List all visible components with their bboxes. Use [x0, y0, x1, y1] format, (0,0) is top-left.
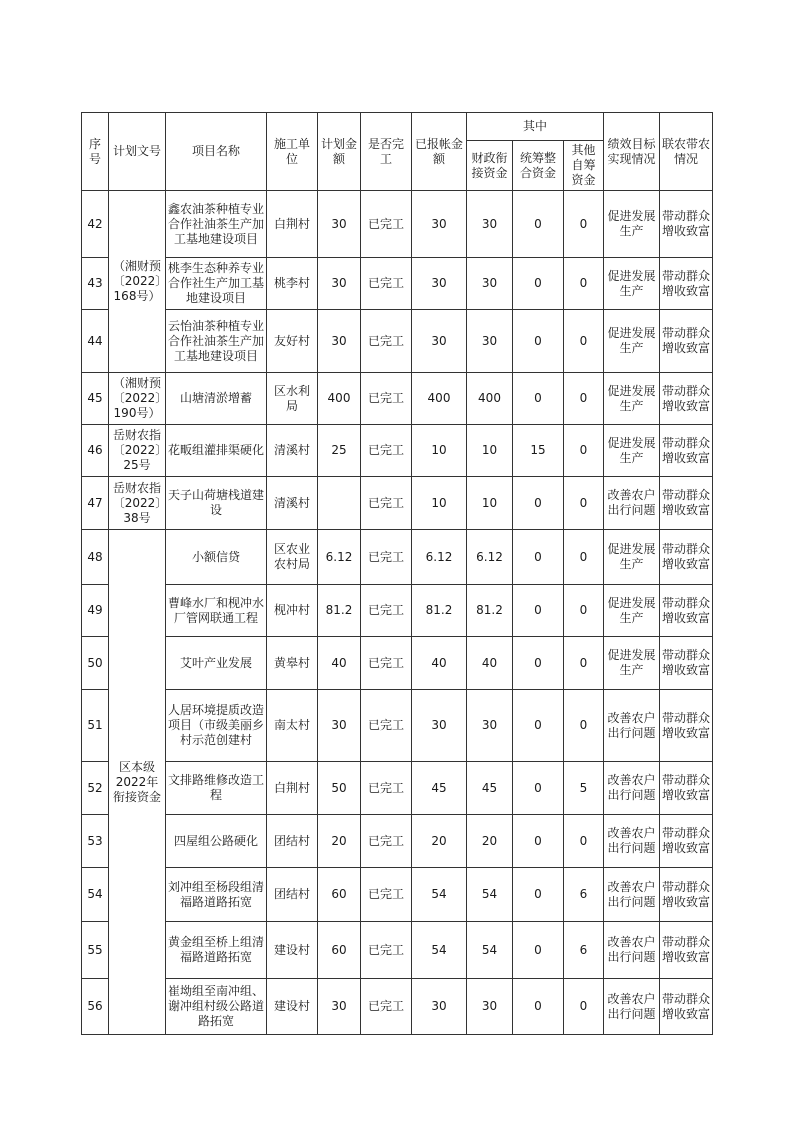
cell-seq: 50	[82, 637, 109, 690]
cell-integrated: 0	[513, 310, 564, 373]
cell-integrated: 0	[513, 690, 564, 762]
doc-group-cell: 岳财农指〔2022〕38号	[109, 477, 166, 530]
cell-integrated: 0	[513, 191, 564, 258]
cell-unit: 区农业农村局	[267, 530, 318, 585]
cell-self: 5	[564, 762, 604, 815]
cell-reported: 40	[412, 637, 467, 690]
cell-seq: 48	[82, 530, 109, 585]
cell-integrated: 0	[513, 979, 564, 1035]
cell-link: 带动群众增收致富	[660, 191, 713, 258]
cell-done: 已完工	[361, 762, 412, 815]
cell-reported: 81.2	[412, 585, 467, 637]
table-row	[82, 310, 713, 373]
table-row	[82, 530, 713, 585]
header-self: 其他自筹资金	[564, 141, 604, 191]
cell-plan: 40	[318, 637, 361, 690]
table-row	[82, 258, 713, 310]
cell-integrated: 0	[513, 868, 564, 922]
cell-done: 已完工	[361, 868, 412, 922]
cell-seq: 53	[82, 815, 109, 868]
cell-fiscal: 45	[467, 762, 513, 815]
cell-seq: 52	[82, 762, 109, 815]
cell-perf: 改善农户出行问题	[604, 922, 660, 979]
cell-unit: 桃李村	[267, 258, 318, 310]
cell-name: 桃李生态种养专业合作社生产加工基地建设项目	[166, 258, 267, 310]
cell-integrated: 0	[513, 637, 564, 690]
header-done: 是否完工	[361, 113, 412, 191]
cell-integrated: 0	[513, 530, 564, 585]
funds-table	[81, 112, 713, 1035]
header-perf: 绩效目标实现情况	[604, 113, 660, 191]
cell-unit: 区水利局	[267, 373, 318, 425]
cell-link: 带动群众增收致富	[660, 690, 713, 762]
cell-perf: 促进发展生产	[604, 258, 660, 310]
cell-link: 带动群众增收致富	[660, 310, 713, 373]
cell-reported: 54	[412, 868, 467, 922]
cell-name: 山塘清淤增蓄	[166, 373, 267, 425]
cell-perf: 改善农户出行问题	[604, 690, 660, 762]
cell-done: 已完工	[361, 690, 412, 762]
cell-seq: 47	[82, 477, 109, 530]
doc-group-cell: （湘财预〔2022〕190号）	[109, 373, 166, 425]
cell-integrated: 0	[513, 585, 564, 637]
cell-unit: 黄皋村	[267, 637, 318, 690]
cell-fiscal: 30	[467, 258, 513, 310]
cell-perf: 促进发展生产	[604, 530, 660, 585]
header-doc: 计划文号	[109, 113, 166, 191]
cell-name: 花畈组灌排渠硬化	[166, 425, 267, 477]
cell-unit: 团结村	[267, 868, 318, 922]
cell-done: 已完工	[361, 191, 412, 258]
cell-unit: 清溪村	[267, 425, 318, 477]
cell-done: 已完工	[361, 815, 412, 868]
table-row	[82, 690, 713, 762]
cell-fiscal: 10	[467, 477, 513, 530]
cell-link: 带动群众增收致富	[660, 530, 713, 585]
cell-integrated: 0	[513, 373, 564, 425]
cell-name: 云怡油茶种植专业合作社油茶生产加工基地建设项目	[166, 310, 267, 373]
cell-seq: 51	[82, 690, 109, 762]
cell-integrated: 15	[513, 425, 564, 477]
cell-name: 文排路维修改造工程	[166, 762, 267, 815]
cell-unit: 白荆村	[267, 762, 318, 815]
cell-reported: 45	[412, 762, 467, 815]
cell-done: 已完工	[361, 585, 412, 637]
cell-reported: 10	[412, 425, 467, 477]
cell-name: 曹峰水厂和枧冲水厂管网联通工程	[166, 585, 267, 637]
cell-fiscal: 40	[467, 637, 513, 690]
cell-fiscal: 30	[467, 310, 513, 373]
table-row	[82, 425, 713, 477]
cell-integrated: 0	[513, 477, 564, 530]
cell-seq: 45	[82, 373, 109, 425]
header-integrated: 统筹整合资金	[513, 141, 564, 191]
cell-done: 已完工	[361, 979, 412, 1035]
cell-self: 0	[564, 258, 604, 310]
cell-plan: 30	[318, 258, 361, 310]
cell-integrated: 0	[513, 815, 564, 868]
cell-link: 带动群众增收致富	[660, 585, 713, 637]
cell-unit: 枧冲村	[267, 585, 318, 637]
cell-link: 带动群众增收致富	[660, 373, 713, 425]
cell-integrated: 0	[513, 922, 564, 979]
cell-fiscal: 10	[467, 425, 513, 477]
doc-group-cell: 岳财农指〔2022〕25号	[109, 425, 166, 477]
cell-perf: 促进发展生产	[604, 637, 660, 690]
cell-plan	[318, 477, 361, 530]
table-row	[82, 979, 713, 1035]
cell-fiscal: 30	[467, 690, 513, 762]
cell-done: 已完工	[361, 373, 412, 425]
cell-seq: 46	[82, 425, 109, 477]
header-plan: 计划金额	[318, 113, 361, 191]
cell-fiscal: 54	[467, 922, 513, 979]
cell-done: 已完工	[361, 425, 412, 477]
cell-reported: 10	[412, 477, 467, 530]
cell-self: 0	[564, 310, 604, 373]
cell-seq: 43	[82, 258, 109, 310]
cell-seq: 42	[82, 191, 109, 258]
cell-perf: 促进发展生产	[604, 425, 660, 477]
cell-self: 0	[564, 815, 604, 868]
cell-unit: 建设村	[267, 979, 318, 1035]
cell-fiscal: 400	[467, 373, 513, 425]
cell-name: 黄金组至桥上组清福路道路拓宽	[166, 922, 267, 979]
cell-link: 带动群众增收致富	[660, 979, 713, 1035]
cell-reported: 6.12	[412, 530, 467, 585]
cell-self: 0	[564, 191, 604, 258]
cell-reported: 30	[412, 310, 467, 373]
cell-self: 0	[564, 637, 604, 690]
header-reported: 已报帐金额	[412, 113, 467, 191]
cell-fiscal: 54	[467, 868, 513, 922]
doc-group-cell: （湘财预〔2022〕168号）	[109, 191, 166, 373]
cell-name: 人居环境提质改造项目（市级美丽乡村示范创建村	[166, 690, 267, 762]
cell-name: 四屋组公路硬化	[166, 815, 267, 868]
cell-perf: 促进发展生产	[604, 310, 660, 373]
cell-self: 0	[564, 979, 604, 1035]
cell-done: 已完工	[361, 477, 412, 530]
cell-name: 刘冲组至杨段组清福路道路拓宽	[166, 868, 267, 922]
cell-unit: 团结村	[267, 815, 318, 868]
cell-name: 天子山荷塘栈道建设	[166, 477, 267, 530]
cell-seq: 44	[82, 310, 109, 373]
table-row	[82, 762, 713, 815]
cell-unit: 白荆村	[267, 191, 318, 258]
cell-plan: 50	[318, 762, 361, 815]
cell-plan: 30	[318, 191, 361, 258]
table-row	[82, 585, 713, 637]
cell-fiscal: 30	[467, 979, 513, 1035]
cell-perf: 促进发展生产	[604, 191, 660, 258]
cell-unit: 友好村	[267, 310, 318, 373]
cell-perf: 改善农户出行问题	[604, 868, 660, 922]
cell-seq: 56	[82, 979, 109, 1035]
cell-perf: 改善农户出行问题	[604, 815, 660, 868]
table-row	[82, 477, 713, 530]
header-seq: 序号	[82, 113, 109, 191]
header-link: 联农带农情况	[660, 113, 713, 191]
cell-integrated: 0	[513, 762, 564, 815]
cell-unit: 南太村	[267, 690, 318, 762]
cell-perf: 改善农户出行问题	[604, 762, 660, 815]
cell-self: 0	[564, 477, 604, 530]
cell-self: 0	[564, 373, 604, 425]
cell-name: 小额信贷	[166, 530, 267, 585]
cell-plan: 60	[318, 868, 361, 922]
cell-name: 崔坳组至南冲组、谢冲组村级公路道路拓宽	[166, 979, 267, 1035]
cell-seq: 55	[82, 922, 109, 979]
cell-integrated: 0	[513, 258, 564, 310]
header-fiscal: 财政衔接资金	[467, 141, 513, 191]
cell-reported: 20	[412, 815, 467, 868]
doc-group-cell: 区本级2022年衔接资金	[109, 530, 166, 1035]
cell-name: 艾叶产业发展	[166, 637, 267, 690]
cell-plan: 30	[318, 310, 361, 373]
cell-plan: 30	[318, 690, 361, 762]
cell-fiscal: 81.2	[467, 585, 513, 637]
cell-fiscal: 20	[467, 815, 513, 868]
cell-name: 鑫农油茶种植专业合作社油茶生产加工基地建设项目	[166, 191, 267, 258]
table-row	[82, 191, 713, 258]
header-unit: 施工单位	[267, 113, 318, 191]
header-name: 项目名称	[166, 113, 267, 191]
cell-seq: 49	[82, 585, 109, 637]
table-row	[82, 815, 713, 868]
cell-plan: 30	[318, 979, 361, 1035]
cell-plan: 81.2	[318, 585, 361, 637]
cell-link: 带动群众增收致富	[660, 637, 713, 690]
cell-perf: 促进发展生产	[604, 373, 660, 425]
cell-link: 带动群众增收致富	[660, 922, 713, 979]
cell-link: 带动群众增收致富	[660, 815, 713, 868]
cell-perf: 改善农户出行问题	[604, 477, 660, 530]
cell-self: 0	[564, 530, 604, 585]
cell-reported: 400	[412, 373, 467, 425]
cell-plan: 20	[318, 815, 361, 868]
cell-self: 6	[564, 868, 604, 922]
header-among: 其中	[467, 113, 604, 141]
table-row	[82, 373, 713, 425]
cell-reported: 30	[412, 690, 467, 762]
cell-done: 已完工	[361, 922, 412, 979]
cell-perf: 促进发展生产	[604, 585, 660, 637]
cell-perf: 改善农户出行问题	[604, 979, 660, 1035]
cell-self: 0	[564, 585, 604, 637]
cell-reported: 30	[412, 979, 467, 1035]
cell-unit: 建设村	[267, 922, 318, 979]
table-row	[82, 922, 713, 979]
cell-reported: 30	[412, 191, 467, 258]
cell-fiscal: 6.12	[467, 530, 513, 585]
cell-plan: 60	[318, 922, 361, 979]
cell-plan: 6.12	[318, 530, 361, 585]
cell-done: 已完工	[361, 310, 412, 373]
cell-unit: 清溪村	[267, 477, 318, 530]
cell-link: 带动群众增收致富	[660, 868, 713, 922]
cell-link: 带动群众增收致富	[660, 258, 713, 310]
cell-seq: 54	[82, 868, 109, 922]
cell-plan: 400	[318, 373, 361, 425]
cell-link: 带动群众增收致富	[660, 762, 713, 815]
cell-self: 6	[564, 922, 604, 979]
cell-reported: 30	[412, 258, 467, 310]
cell-done: 已完工	[361, 258, 412, 310]
cell-plan: 25	[318, 425, 361, 477]
cell-link: 带动群众增收致富	[660, 477, 713, 530]
cell-self: 0	[564, 690, 604, 762]
cell-done: 已完工	[361, 637, 412, 690]
cell-done: 已完工	[361, 530, 412, 585]
cell-link: 带动群众增收致富	[660, 425, 713, 477]
cell-reported: 54	[412, 922, 467, 979]
table-row	[82, 637, 713, 690]
cell-fiscal: 30	[467, 191, 513, 258]
table-row	[82, 868, 713, 922]
cell-self: 0	[564, 425, 604, 477]
